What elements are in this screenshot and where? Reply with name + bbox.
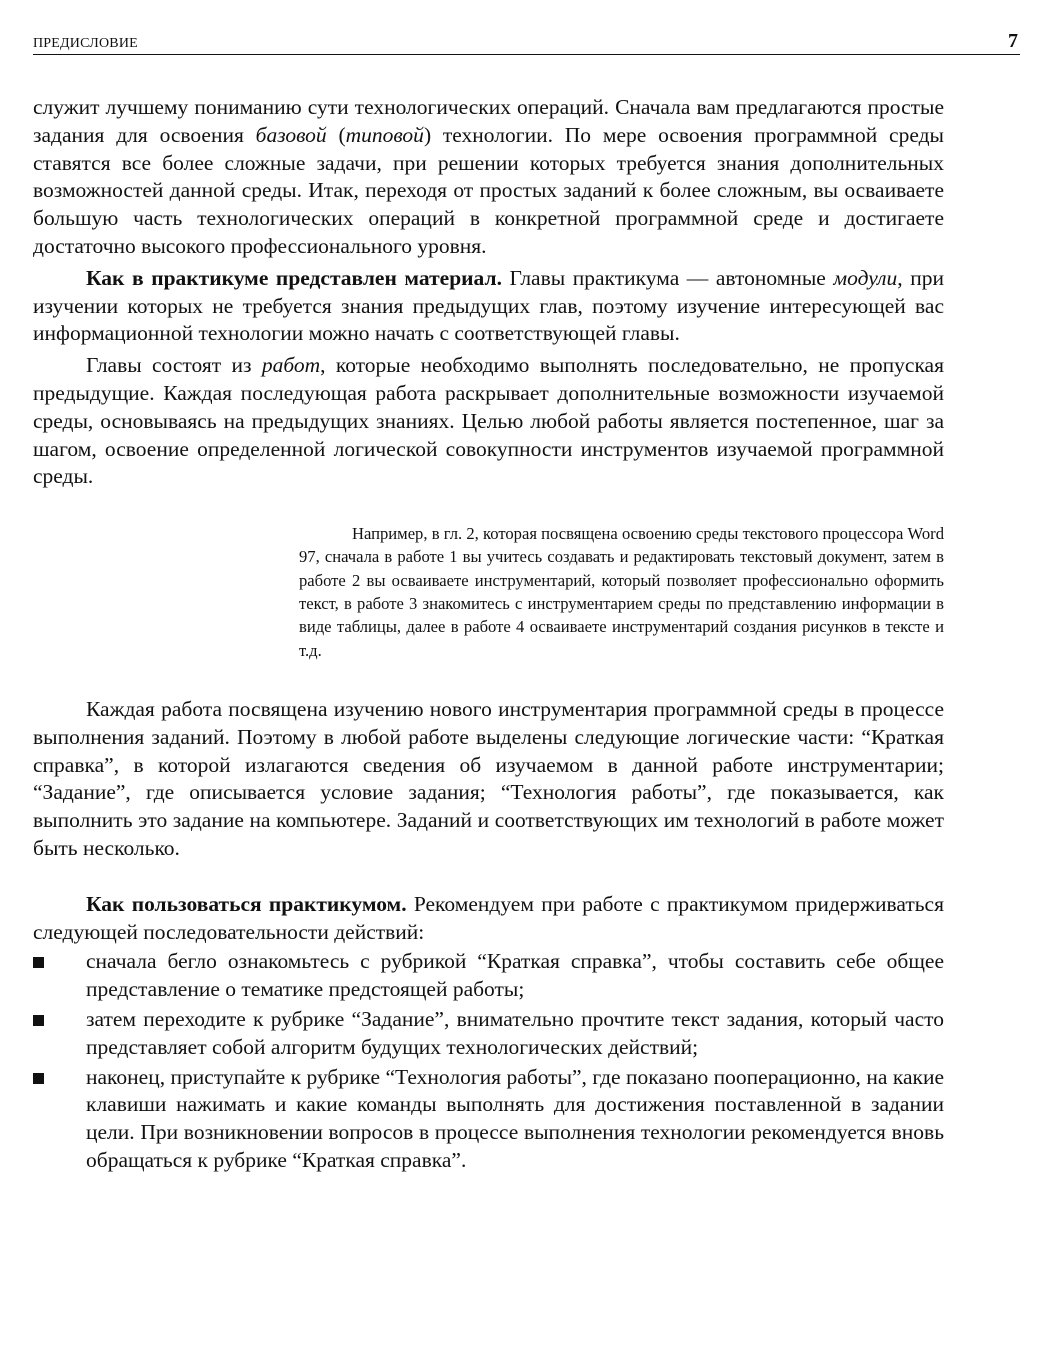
paragraph-chapters [33, 352, 944, 491]
running-title: ПРЕДИСЛОВИЕ [33, 36, 138, 51]
paragraph-text: ( [326, 122, 346, 147]
list-item-text: затем переходите к рубрике “Задание”, внимательно прочтите текст задания, который часто представляет собой алгоритм будущих технологических действий; [86, 1006, 944, 1059]
page-number: 7 [1008, 30, 1018, 52]
paragraph-text: , которые необходимо выполнять последовательно, не пропуская предыдущие. Каждая последующая работа раскрывает дополнительные возможности изучаемой среды, основываясь на предыдущих знаниях. Целью любой работы является постепенное, шаг за шагом, освоение определенной логической совокупности инструментов изучаемой программной среды. [33, 353, 944, 489]
paragraph-material [33, 265, 944, 348]
paragraph-text: ) технологии. По мере освоения программной среды ставятся все более сложные задачи, при решении которых требуется знания дополнительных возможностей данной среды. Итак, переходя от простых заданий к более сложным, вы осваиваете большую часть технологических операций в конкретной программной среде и достигаете достаточно высокого профессионального уровня. [33, 122, 944, 258]
main-text [33, 94, 944, 1177]
steps-list [33, 948, 944, 1174]
emphasis-works: работ [261, 353, 321, 378]
emphasis-modules: модули [833, 265, 898, 290]
square-bullet-icon [33, 1015, 44, 1026]
paragraph-text: Рекомендуем при работе с практикумом придерживаться следующей последовательности действий: [33, 891, 944, 944]
example-note: Например, в гл. 2, которая посвящена освоению среды текстового процессора Word 97, сначала в работе 1 вы учитесь создавать и редактировать текстовый документ, затем в работе 2 вы осваиваете инструментарий, который позволяет профессионально оформить текст, в работе 3 знакомитесь с инструментарием среды по представлению информации в виде таблицы, далее в работе 4 осваиваете инструментарий создания рисунков в тексте и т.д. [299, 524, 944, 660]
paragraph-text: служит лучшему пониманию сути технологических операций. Сначала вам предлагаются простые задания для освоения [33, 95, 944, 147]
emphasis-basic: базовой [255, 122, 327, 147]
emphasis-typical: типовой [345, 122, 424, 147]
running-header [33, 30, 1020, 55]
run-in-heading: Как пользоваться практикумом. [86, 891, 407, 916]
list-item-text: наконец, приступайте к рубрике “Технология работы”, где показано пооперационно, на какие клавиши нажимать и какие команды выполнять для достижения поставленной в задании цели. При возникновении вопросов в процессе выполнения технологии рекомендуется вновь обращаться к рубрике “Краткая справка”. [86, 1064, 944, 1172]
paragraph-work-structure: Каждая работа посвящена изучению нового инструментария программной среды в процессе выполнения заданий. Поэтому в любой работе выделены следующие логические части: “Краткая справка”, в которой излагаются сведения об изучаемом в данной работе инструментарии; “Задание”, где описывается условие задания; “Технология работы”, где показывается, как выполнить это задание на компьютере. Заданий и соответствующих им технологий в работе может быть несколько. [33, 696, 944, 860]
square-bullet-icon [33, 957, 44, 968]
list-item [33, 1064, 944, 1175]
paragraph-how-to-use [33, 891, 944, 947]
list-item-text: сначала бегло ознакомьтесь с рубрикой “Краткая справка”, чтобы составить себе общее представление о тематике предстоящей работы; [86, 949, 944, 1002]
run-in-heading: Как в практикуме представлен материал. [86, 265, 502, 290]
list-item [33, 948, 944, 1004]
paragraph-text: Главы практикума — автономные [501, 265, 834, 290]
list-item [33, 1006, 944, 1062]
paragraph-text: Главы состоят из [86, 353, 262, 378]
square-bullet-icon [33, 1073, 44, 1084]
paragraph-text: , при изучении которых не требуется знания предыдущих глав, поэтому изучение интересующей вас информационной технологии можно начать с соответствующей главы. [33, 265, 945, 346]
paragraph-continuation [33, 94, 944, 261]
